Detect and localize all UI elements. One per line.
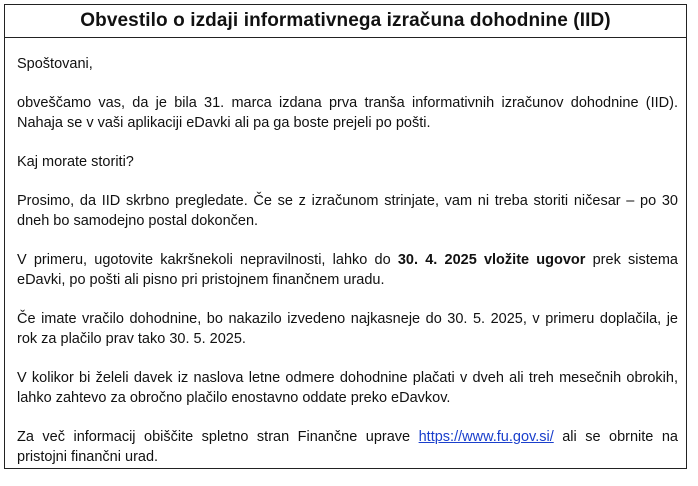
greeting: Spoštovani, xyxy=(17,56,93,72)
objection-text-start: V primeru, ugotovite kakršnekoli nepravilnosti, lahko do xyxy=(17,252,398,268)
paragraph-refund: Če imate vračilo dohodnine, bo nakazilo izvedeno najkasneje do 30. 5. 2025, v primeru doplačila, je rok za plačilo prav tako 30. 5. 2025. xyxy=(17,311,678,347)
notice-box xyxy=(4,4,687,469)
paragraph-issuance: obveščamo vas, da je bila 31. marca izdana prva tranša informativnih izračunov dohodnine (IID). Nahaja se v vaši aplikaciji eDavki ali pa ga boste prejeli po pošti. xyxy=(17,95,678,131)
more-info-text-end: ali se obrnite na pristojni finančni urad. xyxy=(17,429,678,465)
more-info-text-start: Za več informacij obiščite spletno stran Finančne uprave xyxy=(17,429,419,445)
fu-website-link[interactable]: https://www.fu.gov.si/ xyxy=(418,429,554,445)
paragraph-review: Prosimo, da IID skrbno pregledate. Če se z izračunom strinjate, vam ni treba storiti ničesar – po 30 dneh bo samodejno postal dokončen. xyxy=(17,193,678,229)
paragraph-more-info xyxy=(17,427,678,467)
title-bar xyxy=(5,5,686,38)
paragraph-installments: V kolikor bi želeli davek iz naslova letne odmere dohodnine plačati v dveh ali treh mesečnih obrokih, lahko zahtevo za obročno plačilo enostavno oddate preko eDavkov. xyxy=(17,370,678,406)
page-title: Obvestilo o izdaji informativnega izračuna dohodnine (IID) xyxy=(80,10,611,31)
paragraph-what-to-do: Kaj morate storiti? xyxy=(17,154,134,170)
objection-deadline: 30. 4. 2025 vložite ugovor xyxy=(397,252,586,268)
notice-body xyxy=(17,54,678,486)
paragraph-objection xyxy=(17,250,678,290)
objection-text-end: prek sistema eDavki, po pošti ali pisno pri pristojnem finančnem uradu. xyxy=(17,252,678,288)
